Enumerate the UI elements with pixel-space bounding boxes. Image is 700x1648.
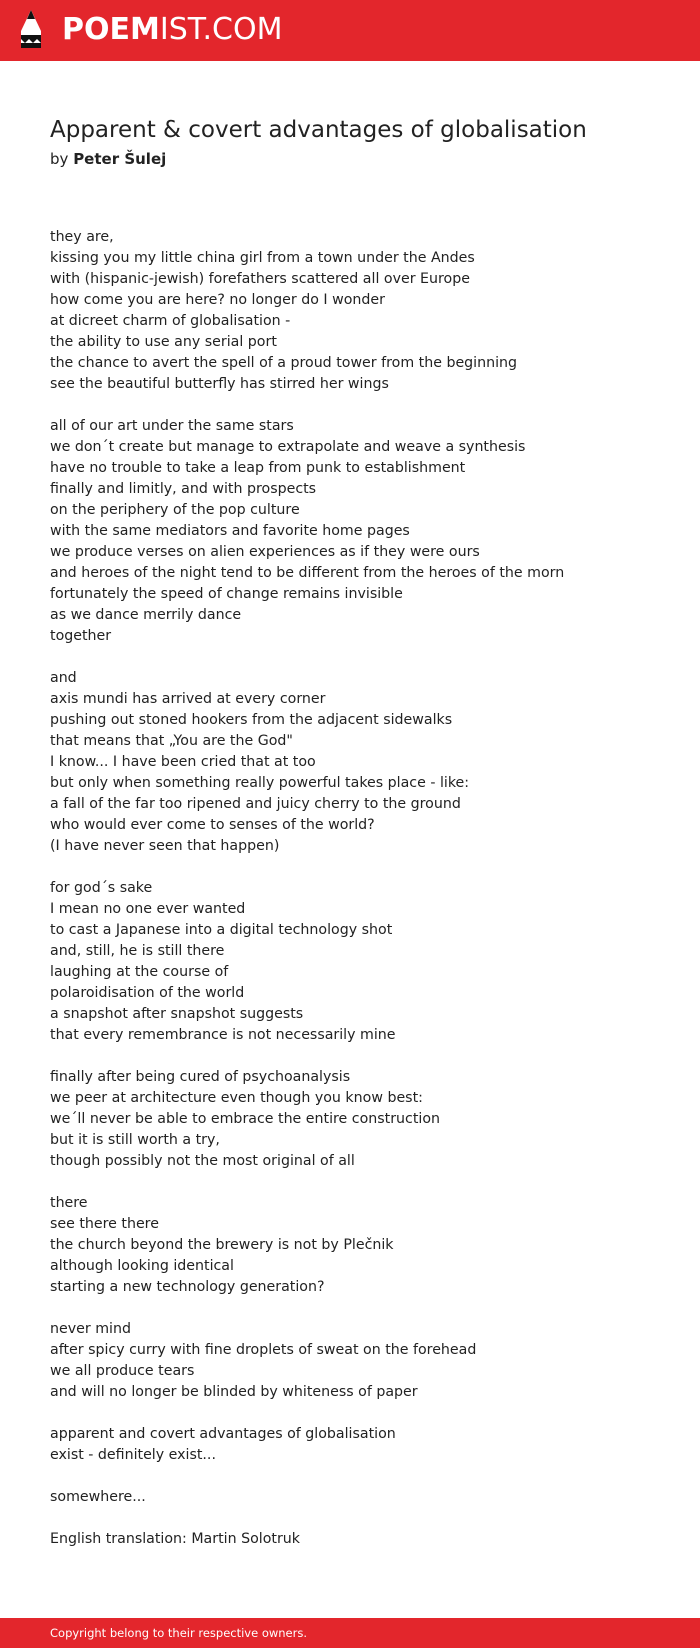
poem-line: with the same mediators and favorite home pages (50, 523, 410, 539)
poem-stanza (50, 416, 670, 647)
poem-line: we peer at architecture even though you know best: (50, 1090, 423, 1106)
poem-line: apparent and covert advantages of globalisation (50, 1426, 396, 1442)
poem-line: axis mundi has arrived at every corner (50, 691, 326, 707)
poem-stanza (50, 227, 670, 395)
poem-line: (I have never seen that happen) (50, 838, 280, 854)
poem-line: how come you are here? no longer do I wonder (50, 292, 385, 308)
poem-line: but it is still worth a try, (50, 1132, 220, 1148)
poem-line: to cast a Japanese into a digital technology shot (50, 922, 393, 938)
poem-line: and (50, 670, 77, 686)
poem-byline (50, 148, 670, 170)
logo-text-bold: POEM (62, 12, 160, 47)
poem-line: though possibly not the most original of all (50, 1153, 355, 1169)
poem-line: see the beautiful butterfly has stirred her wings (50, 376, 389, 392)
poem-line: we´ll never be able to embrace the entire construction (50, 1111, 441, 1127)
poem-line: and will no longer be blinded by whiteness of paper (50, 1384, 418, 1400)
poem-line: fortunately the speed of change remains invisible (50, 586, 403, 602)
poem-line: we produce verses on alien experiences as if they were ours (50, 544, 480, 560)
poem-line: although looking identical (50, 1258, 234, 1274)
poem-line: on the periphery of the pop culture (50, 502, 300, 518)
poem-body (50, 227, 670, 1550)
poem-line: the church beyond the brewery is not by Plečnik (50, 1237, 394, 1253)
poem-line: exist - definitely exist... (50, 1447, 216, 1463)
poem-stanza (50, 1487, 670, 1508)
poem-line: and heroes of the night tend to be different from the heroes of the morn (50, 565, 565, 581)
poem-line: all of our art under the same stars (50, 418, 294, 434)
poem-line: I know... I have been cried that at too (50, 754, 316, 770)
poem-line: that means that „You are the God" (50, 733, 293, 749)
poem-line: there (50, 1195, 88, 1211)
pencil-tip-icon (18, 9, 44, 51)
logo-text-light: IST.COM (159, 12, 283, 47)
poem-line: laughing at the course of (50, 964, 229, 980)
poem-line: kissing you my little china girl from a town under the Andes (50, 250, 475, 266)
poem-line: a snapshot after snapshot suggests (50, 1006, 304, 1022)
poem-line: that every remembrance is not necessarily mine (50, 1027, 396, 1043)
author-link[interactable]: Peter Šulej (73, 150, 167, 168)
poem-line: never mind (50, 1321, 131, 1337)
poem-stanza (50, 878, 670, 1046)
copyright-text: Copyright belong to their respective owners. (50, 1626, 308, 1640)
poem-stanza (50, 1319, 670, 1403)
poem-line: the chance to avert the spell of a proud tower from the beginning (50, 355, 518, 371)
poem-title: Apparent & covert advantages of globalisation (50, 117, 587, 143)
poem-line: starting a new technology generation? (50, 1279, 325, 1295)
poem-stanza (50, 668, 670, 857)
poem-line: the ability to use any serial port (50, 334, 277, 350)
poem-stanza (50, 1529, 670, 1550)
poem-line: we don´t create but manage to extrapolate and weave a synthesis (50, 439, 526, 455)
poem-line: at dicreet charm of globalisation - (50, 313, 291, 329)
poem-line: they are, (50, 229, 114, 245)
poem-line: with (hispanic-jewish) forefathers scattered all over Europe (50, 271, 470, 287)
poem-line: finally after being cured of psychoanalysis (50, 1069, 351, 1085)
poem-line: but only when something really powerful takes place - like: (50, 775, 470, 791)
site-header (0, 0, 700, 61)
poem-stanza (50, 1193, 670, 1298)
poem-stanza (50, 1067, 670, 1172)
site-logo-link[interactable] (18, 10, 282, 50)
site-footer (0, 1618, 700, 1648)
poem-line: pushing out stoned hookers from the adjacent sidewalks (50, 712, 453, 728)
poem-line: somewhere... (50, 1489, 146, 1505)
poem-line: have no trouble to take a leap from punk to establishment (50, 460, 466, 476)
poem-stanza (50, 1424, 670, 1466)
poem-line: see there there (50, 1216, 159, 1232)
site-logo-text (62, 10, 282, 50)
byline-prefix: by (50, 150, 69, 168)
poem-line: we all produce tears (50, 1363, 195, 1379)
poem-line: together (50, 628, 112, 644)
poem-line: finally and limitly, and with prospects (50, 481, 317, 497)
poem-line: after spicy curry with fine droplets of sweat on the forehead (50, 1342, 477, 1358)
poem-line: I mean no one ever wanted (50, 901, 246, 917)
poem-line: and, still, he is still there (50, 943, 225, 959)
poem-line: a fall of the far too ripened and juicy cherry to the ground (50, 796, 461, 812)
poem-line: polaroidisation of the world (50, 985, 245, 1001)
poem-line: English translation: Martin Solotruk (50, 1531, 300, 1547)
poem-line: as we dance merrily dance (50, 607, 242, 623)
poem-line: for god´s sake (50, 880, 153, 896)
poem-content (50, 112, 670, 1571)
poem-line: who would ever come to senses of the world? (50, 817, 375, 833)
